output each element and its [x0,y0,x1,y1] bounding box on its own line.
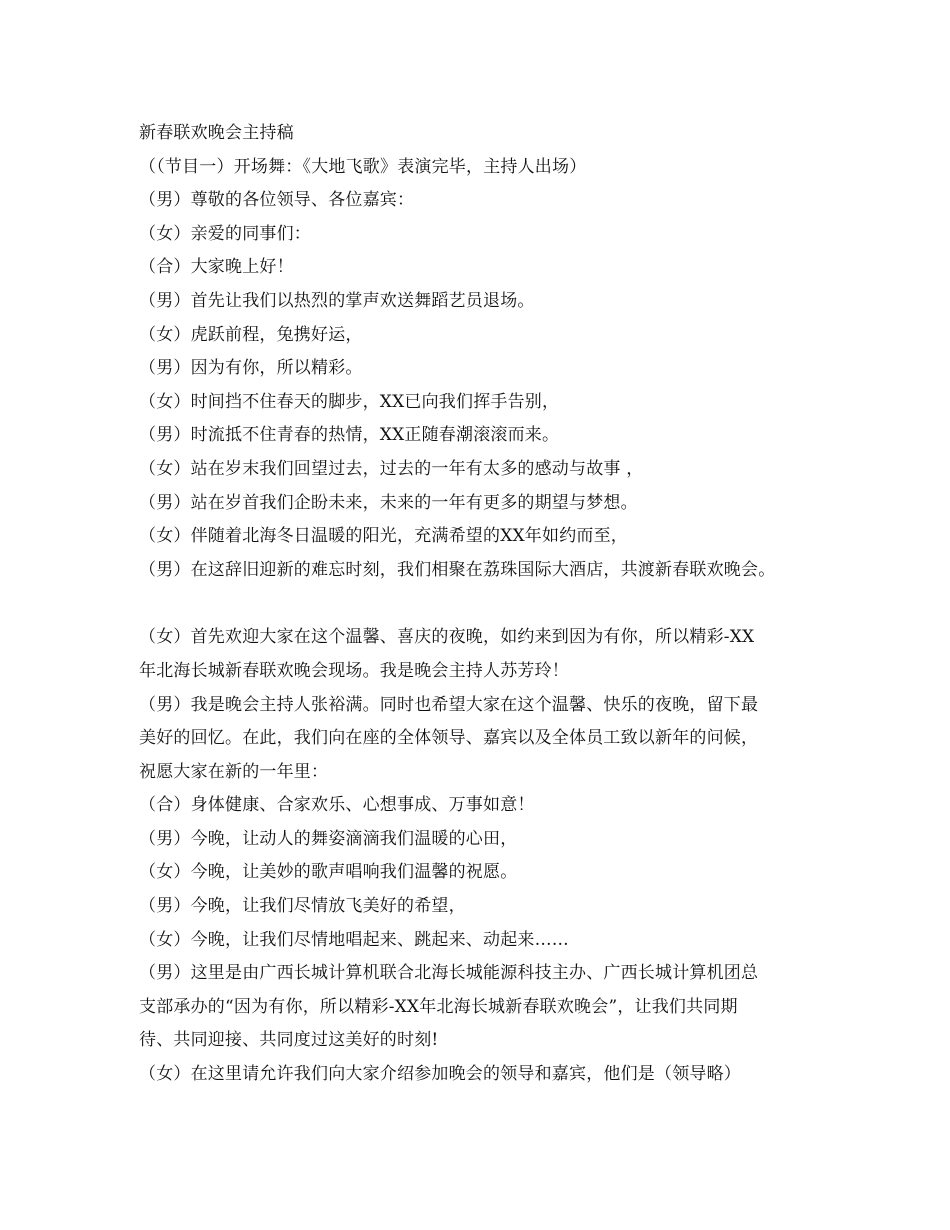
script-line: （男）时流抵不住青春的热情，XX正随春潮滚滚而来。 [139,425,560,446]
script-line: 支部承办的“因为有你，所以精彩-XX年北海长城新春联欢晚会”，让我们共同期 [139,996,738,1017]
script-line: （女）亲爱的同事们： [139,223,311,244]
document-body [139,117,829,1092]
script-line: （男）站在岁首我们企盼未来，未来的一年有更多的期望与梦想。 [139,492,638,513]
script-line: （男）今晚，让动人的舞姿滴滴我们温暖的心田， [139,828,518,849]
paragraph-gap [139,587,829,621]
script-line: （女）虎跃前程，兔携好运， [139,324,363,345]
script-line: （（节目一）开场舞：《大地飞歌》表演完毕，主持人出场） [139,156,587,177]
script-line: （女）站在岁末我们回望过去，过去的一年有太多的感动与故事 ， [139,458,644,479]
script-line: （男）在这辞旧迎新的难忘时刻，我们相聚在荔珠国际大酒店，共渡新春联欢晚会。 [139,559,776,580]
script-line: （男）因为有你，所以精彩。 [139,358,363,379]
script-line: （女）伴随着北海冬日温暖的阳光，充满希望的XX年如约而至， [139,526,629,547]
script-line: 待、共同迎接、共同度过这美好的时刻! [139,1030,439,1051]
script-line: 美好的回忆。在此，我们向在座的全体领导、嘉宾以及全体员工致以新年的问候， [139,728,759,749]
script-line: （男）我是晚会主持人张裕满。同时也希望大家在这个温馨、快乐的夜晚，留下最 [139,694,759,715]
script-line: （女）在这里请允许我们向大家介绍参加晚会的领导和嘉宾，他们是（领导略） [139,1064,741,1085]
script-line: 祝愿大家在新的一年里： [139,761,329,782]
script-line: （女）时间挡不住春天的脚步，XX已向我们挥手告别， [139,391,560,412]
script-line: （男）首先让我们以热烈的掌声欢送舞蹈艺员退场。 [139,290,535,311]
script-line: （合）身体健康、合家欢乐、心想事成、万事如意！ [139,795,535,816]
script-line: （女）今晚，让我们尽情地唱起来、跳起来、动起来…… [139,929,569,950]
script-line: （女）首先欢迎大家在这个温馨、喜庆的夜晚，如约来到因为有你，所以精彩-XX [139,627,755,648]
document-title: 新春联欢晚会主持稿 [139,123,294,143]
script-line: （合）大家晚上好！ [139,257,294,278]
script-line: （男）尊敬的各位领导、各位嘉宾： [139,190,415,211]
script-line: （女）今晚，让美妙的歌声唱响我们温馨的祝愿。 [139,862,518,883]
script-line: 年北海长城新春联欢晚会现场。我是晚会主持人苏芳玲！ [139,660,569,681]
script-line: （男）今晚，让我们尽情放飞美好的希望， [139,896,466,917]
script-line: （男）这里是由广西长城计算机联合北海长城能源科技主办、广西长城计算机团总 [139,963,759,984]
